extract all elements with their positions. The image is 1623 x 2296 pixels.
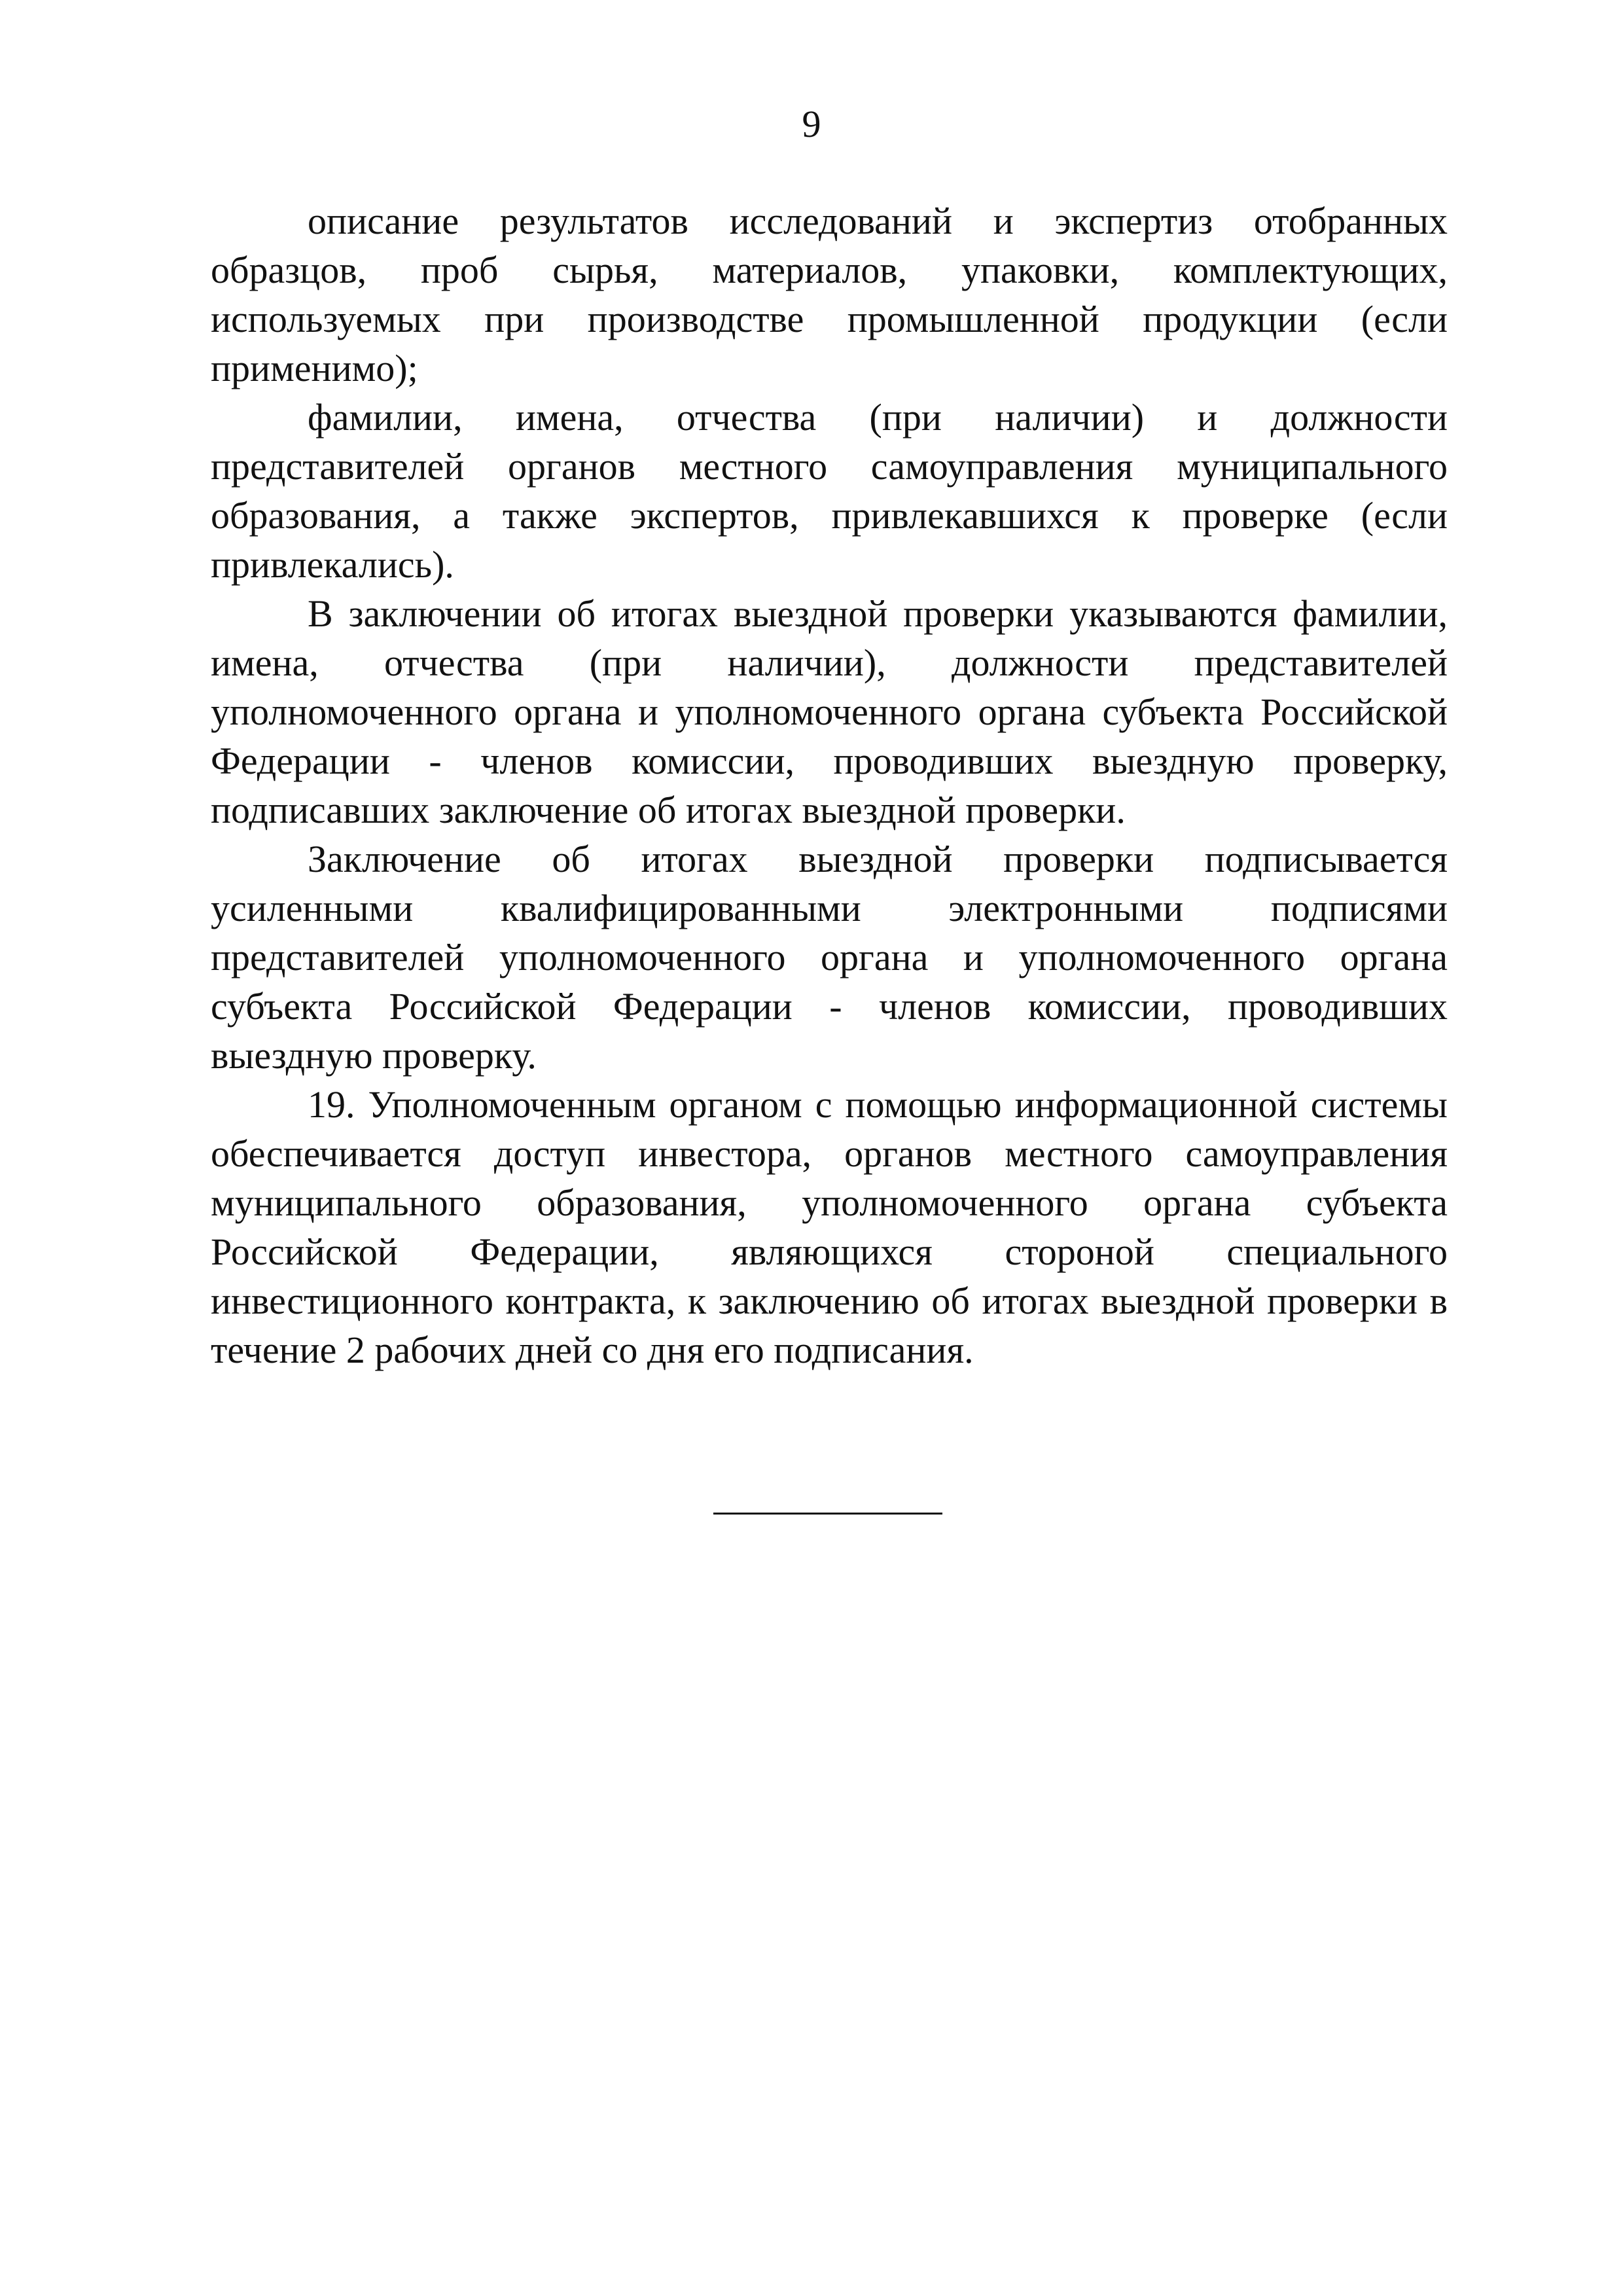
paragraph-conclusion-names: В заключении об итогах выездной проверки указываются фамилии, имена, отчества (при наличии), должности представителей уполномоченного органа и уполномоченного органа субъекта Российской Федерации - членов комиссии, проводивших выездную проверку, подписавших заключение об итогах выездной проверки. (211, 592, 1448, 831)
document-body (211, 196, 1448, 1374)
paragraph-research-results: описание результатов исследований и экспертиз отобранных образцов, проб сырья, материалов, упаковки, комплектующих, используемых при производстве промышленной продукции (если применимо); (211, 200, 1448, 389)
page-number: 9 (802, 103, 821, 145)
paragraph-item-19: 19. Уполномоченным органом с помощью информационной системы обеспечивается доступ инвестора, органов местного самоуправления муниципального образования, уполномоченного органа субъекта Российской Федерации, являющихся стороной специального инвестиционного контракта, к заключению об итогах выездной проверки в течение 2 рабочих дней со дня его подписания. (211, 1083, 1448, 1371)
end-of-text-divider (713, 1513, 942, 1515)
paragraph-conclusion-signing: Заключение об итогах выездной проверки подписывается усиленными квалифицированными электронными подписями представителей уполномоченного органа и уполномоченного органа субъекта Российской Федерации - членов комиссии, проводивших выездную проверку. (211, 838, 1448, 1077)
paragraph-representatives: фамилии, имена, отчества (при наличии) и должности представителей органов местного самоуправления муниципального образования, а также экспертов, привлекавшихся к проверке (если привлекались). (211, 396, 1448, 586)
